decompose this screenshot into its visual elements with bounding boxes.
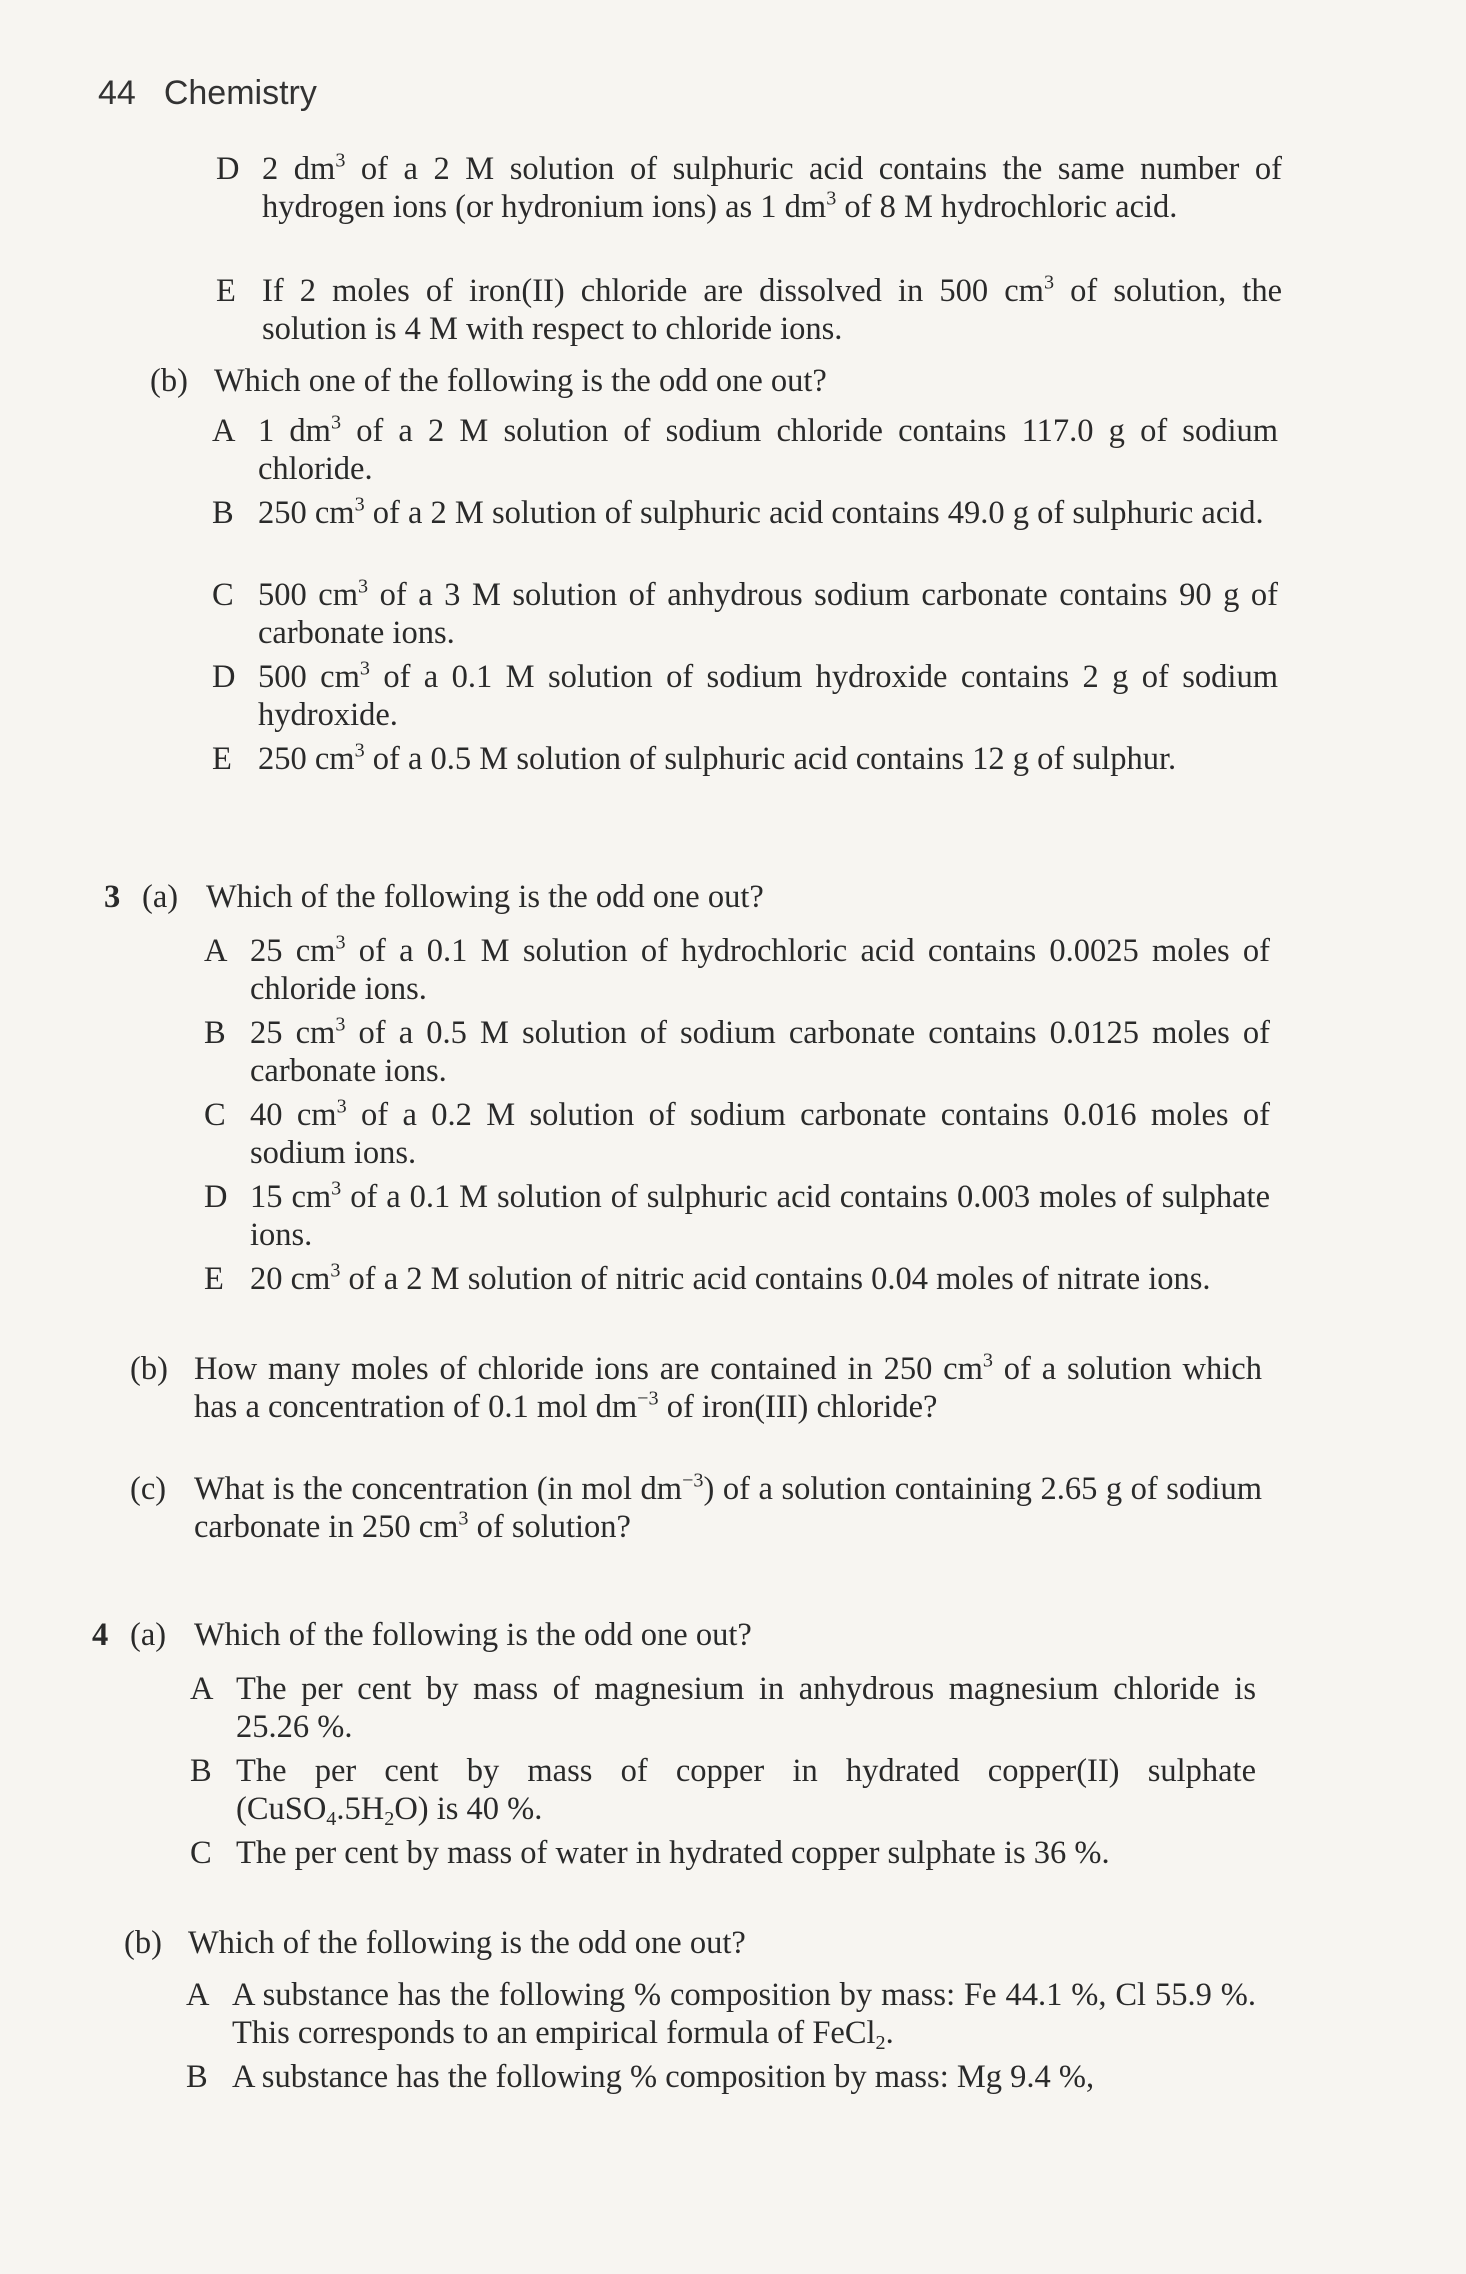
option-text: 500 $cm^3$ of a 3 M solution of anhydrous sodium carbonate contains 90 g of carbonate ions.: [258, 575, 1278, 651]
option-letter: C: [212, 577, 234, 613]
option-text: 15 $cm^3$ of a 0.1 M solution of sulphuric acid contains 0.003 moles of sulphate ions.: [250, 1177, 1270, 1253]
option-letter: D: [216, 151, 240, 187]
option-letter: B: [204, 1015, 226, 1051]
part-label: (b): [124, 1925, 162, 1961]
question-number: 3: [104, 879, 121, 915]
part-label: (a): [142, 879, 179, 915]
question-text: How many moles of chloride ions are contained in 250 $cm^3$ of a solution which has a concentration of 0.1 mol $dm^{-3}$ of iron(III) chloride?: [194, 1349, 1262, 1425]
option-text: If 2 moles of iron(II) chloride are dissolved in 500 $cm^3$ of solution, the solution is 4 M with respect to chloride ions.: [262, 271, 1282, 347]
option-text: 25 $cm^3$ of a 0.1 M solution of hydrochloric acid contains 0.0025 moles of chloride ions.: [250, 931, 1270, 1007]
question-text: Which one of the following is the odd one out?: [214, 363, 827, 399]
question-text: Which of the following is the odd one out?: [206, 879, 764, 915]
question-text: Which of the following is the odd one out?: [194, 1617, 752, 1653]
option-letter: B: [212, 495, 234, 531]
page-title: Chemistry: [163, 74, 317, 112]
part-label: (c): [130, 1471, 167, 1507]
option-text: 40 $cm^3$ of a 0.2 M solution of sodium carbonate contains 0.016 moles of sodium ions.: [250, 1095, 1270, 1171]
option-letter: E: [204, 1261, 224, 1297]
option-letter: B: [190, 1753, 212, 1789]
option-letter: D: [212, 659, 236, 695]
part-label: (b): [130, 1351, 168, 1387]
question-number: 4: [92, 1617, 109, 1653]
option-letter: C: [190, 1835, 212, 1871]
option-text: 250 $cm^3$ of a 0.5 M solution of sulphuric acid contains 12 g of sulphur.: [258, 739, 1177, 777]
option-text: A substance has the following % composition by mass: Mg 9.4 %,: [232, 2059, 1095, 2095]
option-letter: D: [204, 1179, 228, 1215]
option-text: 500 $cm^3$ of a 0.1 M solution of sodium hydroxide contains 2 g of sodium hydroxide.: [258, 657, 1278, 733]
option-letter: A: [186, 1977, 210, 2013]
option-letter: A: [212, 413, 236, 449]
option-text: The per cent by mass of magnesium in anhydrous magnesium chloride is 25.26 %.: [236, 1671, 1256, 1745]
option-letter: C: [204, 1097, 226, 1133]
option-text: The per cent by mass of copper in hydrated copper(II) sulphate $(CuSO_4.5H_2O)$ is 40 %.: [236, 1753, 1256, 1831]
option-letter: A: [204, 933, 228, 969]
page-header: [98, 74, 317, 113]
option-text: 20 $cm^3$ of a 2 M solution of nitric acid contains 0.04 moles of nitrate ions.: [250, 1259, 1211, 1297]
option-text: 250 $cm^3$ of a 2 M solution of sulphuric acid contains 49.0 g of sulphuric acid.: [258, 493, 1264, 531]
part-label: (a): [130, 1617, 167, 1653]
option-text: 2 $dm^3$ of a 2 M solution of sulphuric acid contains the same number of hydrogen ions (or hydronium ions) as 1 $dm^3$ of 8 M hydrochloric acid.: [262, 149, 1282, 225]
option-text: The per cent by mass of water in hydrated copper sulphate is 36 %.: [236, 1835, 1110, 1871]
part-label: (b): [150, 363, 188, 399]
option-text: 1 $dm^3$ of a 2 M solution of sodium chloride contains 117.0 g of sodium chloride.: [258, 411, 1279, 487]
option-letter: B: [186, 2059, 208, 2095]
question-text: What is the concentration (in mol $dm^{-3}$) of a solution containing 2.65 g of sodium carbonate in 250 $cm^3$ of solution?: [194, 1469, 1262, 1545]
question-text: Which of the following is the odd one out?: [188, 1925, 746, 1961]
option-letter: A: [190, 1671, 214, 1707]
option-letter: E: [212, 741, 232, 777]
option-text: 25 $cm^3$ of a 0.5 M solution of sodium carbonate contains 0.0125 moles of carbonate ions.: [250, 1013, 1270, 1089]
option-letter: E: [216, 273, 236, 309]
page-number: 44: [98, 74, 136, 112]
option-text: A substance has the following % composition by mass: Fe 44.1 %, Cl 55.9 %. This corresponds to an empirical formula of FeCl$_2$.: [232, 1977, 1256, 2055]
